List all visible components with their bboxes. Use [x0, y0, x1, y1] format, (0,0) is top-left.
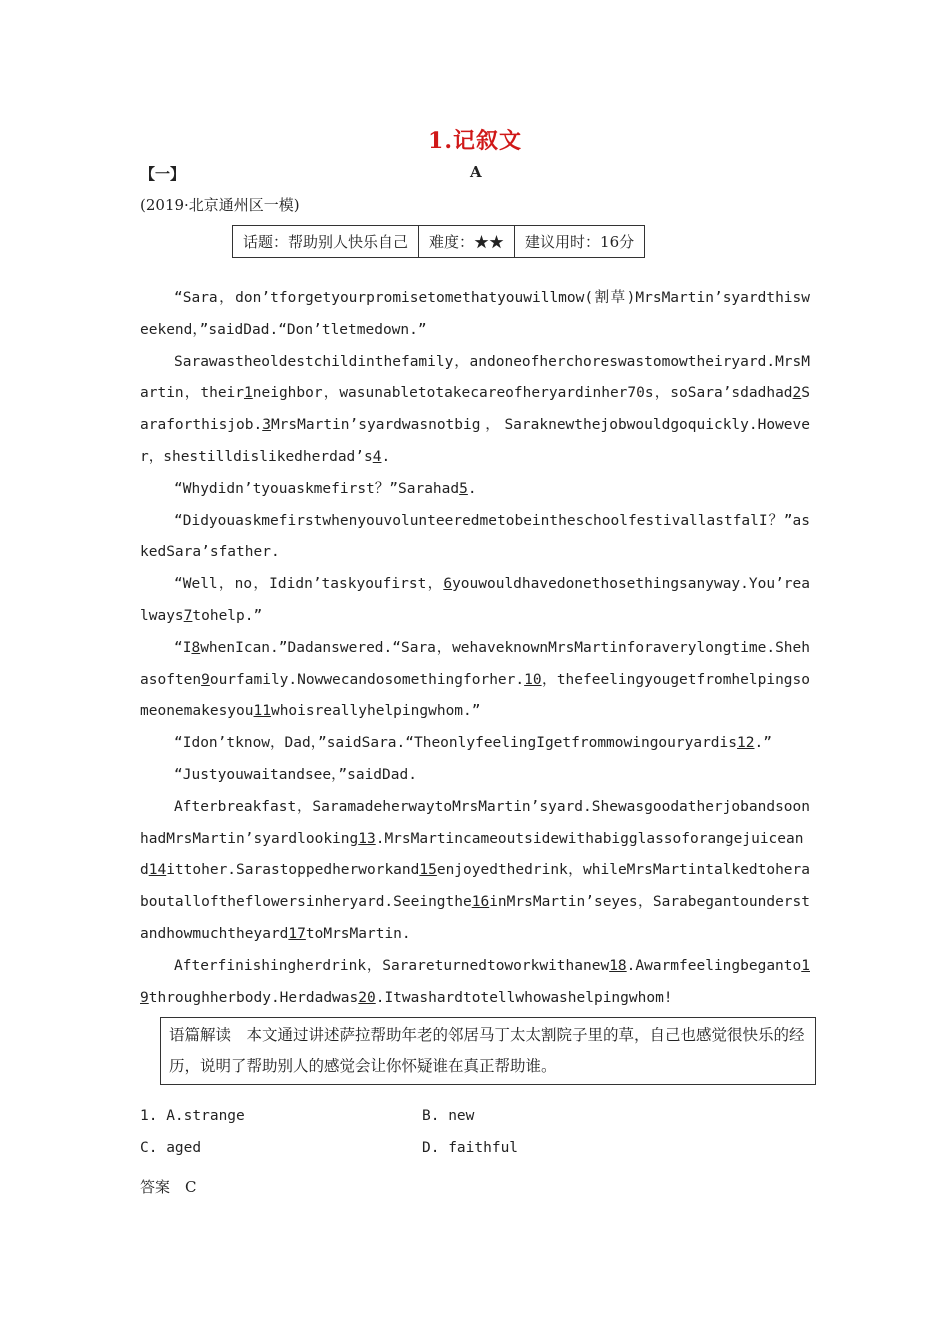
topic-cell: 话题：帮助别人快乐自己 — [233, 226, 419, 258]
passage-text: throughherbody.Herdadwas — [148, 989, 359, 1006]
blank-number: 7 — [183, 607, 193, 624]
passage-text: Sarawastheoldestchildinthefamily，andoneofherchoreswastomowtheiryard.MrsMartin，their — [140, 353, 810, 402]
passage-text: .Itwashardtotellwhowashelpingwhom! — [375, 989, 673, 1006]
passage-paragraph — [140, 474, 810, 506]
passage-text: “Idon’tknow，Dad，”saidSara.“TheonlyfeelingIgetfrommowingouryardis — [174, 735, 737, 752]
blank-number: 5 — [459, 480, 468, 497]
blank-number: 9 — [201, 671, 210, 688]
blank-number: 18 — [609, 957, 627, 974]
source-note: (2019·北京通州区一模) — [140, 196, 300, 214]
passage-text: ourfamily.Nowwecandosomethingforher. — [209, 671, 525, 688]
passage-text: .MrsMartincameoutsidewithabigglassoforangejuiceand — [140, 830, 804, 879]
passage-text: whenIcan.”Dadanswered.“Sara，wehaveknownMrsMartinforaverylongtime.Shehasoften — [140, 639, 810, 688]
passage-text: ，thefeelingyougetfromhelpingsomeonemakesyou — [140, 671, 810, 720]
passage-paragraph — [140, 951, 810, 1015]
passage-paragraph — [140, 283, 810, 347]
passage-paragraph — [140, 633, 810, 728]
blank-number: 6 — [443, 576, 453, 593]
passage-text: “Well，no，Ididn’taskyoufirst， — [174, 576, 444, 593]
passage-text: .” — [754, 735, 772, 752]
passage-text: whoisreallyhelpingwhom.” — [270, 703, 481, 720]
blank-number: 10 — [524, 671, 542, 688]
difficulty-cell: 难度：★★ — [419, 226, 515, 258]
passage-text: youwouldhavedonethosethingsanyway.You’realways — [140, 576, 810, 624]
passage-text: Afterfinishingherdrink，Sarareturnedtoworkwithanew — [174, 957, 610, 974]
blank-number: 8 — [191, 639, 201, 656]
blank-number: 20 — [358, 989, 376, 1006]
passage-text: Afterbreakfast，SaramadeherwaytoMrsMartin’syard.ShewasgoodatherjobandsoonhadMrsMartin’syardlooking — [140, 798, 810, 847]
passage-text: “Sara，don’tforgetyourpromisetomethatyouwillmow(割草)MrsMartin’syardthisweekend，”saidDad.“Don’tletmedown.” — [140, 290, 810, 338]
passage-text: “Justyouwaitandsee，”saidDad. — [174, 766, 417, 783]
passage-text: “DidyouaskmefirstwhenyouvolunteeredmetobeintheschoolfestivallastfalI？”askedSara’sfather. — [140, 512, 810, 561]
blank-number: 11 — [253, 703, 271, 720]
passage-text: toMrsMartin. — [305, 925, 411, 942]
option-c: C. aged — [140, 1140, 202, 1156]
passage-text: “Whydidn’tyouaskmefirst？”Sarahad — [174, 480, 460, 497]
section-letter: A — [470, 163, 482, 181]
passage-text: inMrsMartin’seyes，Sarabegantounderstandhowmuchtheyard — [140, 894, 810, 942]
blank-number: 12 — [737, 735, 755, 752]
blank-number: 17 — [288, 925, 306, 942]
passage-text: .Awarmfeelingbeganto — [626, 957, 802, 974]
passage-text: ittoher.Sarastoppedherworkand — [166, 862, 420, 879]
passage-text: Saraforthisjob. — [140, 385, 810, 434]
passage-paragraph — [140, 760, 810, 792]
option-a: 1. A.strange — [140, 1108, 245, 1124]
passage-text: . — [381, 448, 391, 465]
passage-paragraph — [140, 569, 810, 633]
passage-paragraph — [140, 728, 810, 760]
page-title: 1.记叙文 — [428, 128, 522, 154]
passage-paragraph — [140, 347, 810, 474]
section-mark: 【一】 — [140, 165, 186, 183]
passage-text: enjoyedthedrink，whileMrsMartintalkedtoheraboutalloftheflowersinheryard.Seeingthe — [140, 862, 810, 911]
passage-text: neighbor，wasunabletotakecareofheryardinher70s，soSara’sdadhad — [252, 385, 793, 402]
passage — [140, 283, 810, 1014]
blank-number: 15 — [419, 862, 437, 879]
time-cell: 建议用时：16分 — [515, 226, 645, 258]
blank-number: 13 — [358, 830, 376, 847]
info-table — [232, 225, 645, 258]
passage-text: “I — [174, 639, 192, 656]
blank-number: 16 — [471, 894, 490, 911]
passage-paragraph — [140, 506, 810, 570]
blank-number: 2 — [792, 385, 802, 402]
blank-number: 1 — [244, 385, 253, 402]
passage-paragraph — [140, 792, 810, 951]
option-b: B. new — [422, 1108, 475, 1124]
option-d: D. faithful — [422, 1140, 519, 1156]
passage-text: . — [467, 480, 477, 497]
passage-text: MrsMartin’syardwasnotbig，Saraknewthejobwouldgoquickly.However，shestilldislikedherdad’s — [140, 417, 810, 465]
passage-text: tohelp.” — [192, 607, 263, 624]
blank-number: 14 — [148, 862, 167, 879]
answer-line: 答案 C — [140, 1178, 197, 1196]
blank-number: 19 — [140, 957, 810, 1006]
blank-number: 3 — [262, 417, 271, 434]
blank-number: 4 — [372, 448, 382, 465]
summary-box: 语篇解读 本文通过讲述萨拉帮助年老的邻居马丁太太割院子里的草，自己也感觉很快乐的经历，说明了帮助别人的感觉会让你怀疑谁在真正帮助谁。 — [160, 1017, 816, 1085]
